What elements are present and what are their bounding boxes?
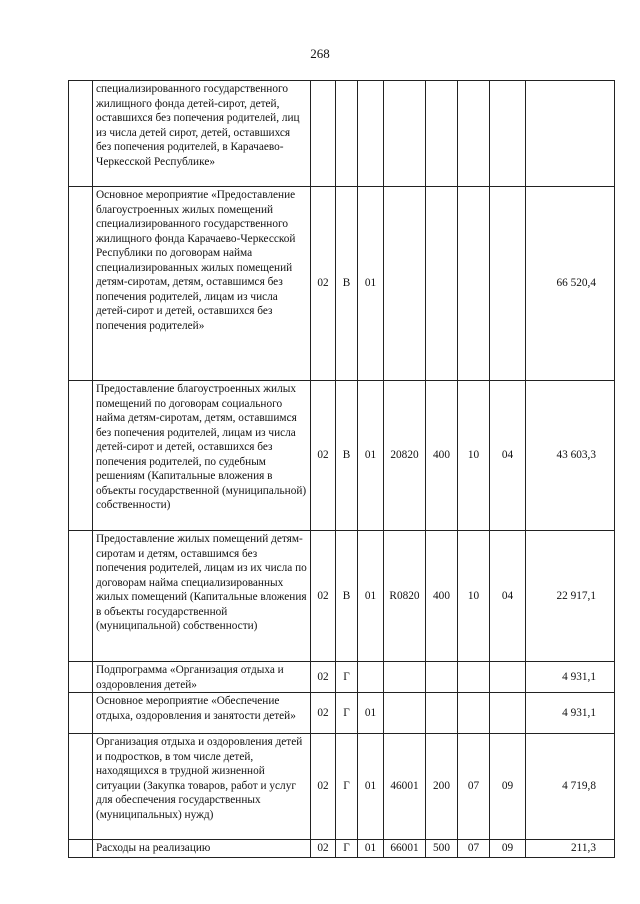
row-number-cell [69, 662, 93, 693]
subsection-cell [490, 81, 526, 187]
budget-table [68, 80, 615, 858]
row-number-cell [69, 840, 93, 858]
direction-code-cell: 66001 [384, 840, 426, 858]
direction-code-cell [384, 187, 426, 381]
activity-code-cell: 01 [358, 693, 384, 734]
activity-code-cell: 01 [358, 531, 384, 662]
direction-code-cell [384, 662, 426, 693]
row-number-cell [69, 734, 93, 840]
item-name-cell: специализированного государственного жилищного фонда детей-сирот, детей, оставшихся без попечения родителей, лиц из числа детей сирот, детей, оставшихся без попечения родителей, в Карачаево-Черкесской Республике» [93, 81, 311, 187]
table-row [69, 734, 615, 840]
section-cell [458, 662, 490, 693]
amount-cell: 22 917,1 [526, 531, 615, 662]
expense-type-cell [426, 662, 458, 693]
table-row [69, 840, 615, 858]
activity-code-cell [358, 81, 384, 187]
expense-type-cell [426, 81, 458, 187]
section-cell: 07 [458, 840, 490, 858]
subprogram-code-cell: Г [336, 734, 358, 840]
expense-type-cell: 200 [426, 734, 458, 840]
amount-cell: 4 719,8 [526, 734, 615, 840]
program-code-cell: 02 [311, 187, 336, 381]
program-code-cell: 02 [311, 531, 336, 662]
item-name-cell: Расходы на реализацию [93, 840, 311, 858]
section-cell: 07 [458, 734, 490, 840]
amount-cell [526, 81, 615, 187]
program-code-cell: 02 [311, 693, 336, 734]
subsection-cell: 04 [490, 381, 526, 531]
program-code-cell [311, 81, 336, 187]
table-row [69, 693, 615, 734]
table-row [69, 662, 615, 693]
section-cell [458, 693, 490, 734]
program-code-cell: 02 [311, 381, 336, 531]
activity-code-cell: 01 [358, 187, 384, 381]
expense-type-cell [426, 693, 458, 734]
item-name-cell: Предоставление благоустроенных жилых помещений по договорам социального найма детям-сиротам, детям, оставшимся без попечения родителей, лицам из числа детей-сирот и детей, оставшихся без попечения родителей, по судебным решениям (Капитальные вложения в объекты государственной (муниципальной) собственности) [93, 381, 311, 531]
table-row [69, 81, 615, 187]
item-name-cell: Основное мероприятие «Обеспечение отдыха, оздоровления и занятости детей» [93, 693, 311, 734]
amount-cell: 211,3 [526, 840, 615, 858]
subsection-cell [490, 187, 526, 381]
direction-code-cell [384, 81, 426, 187]
direction-code-cell: R0820 [384, 531, 426, 662]
subprogram-code-cell [336, 81, 358, 187]
item-name-cell: Подпрограмма «Организация отдыха и оздоровления детей» [93, 662, 311, 693]
row-number-cell [69, 531, 93, 662]
row-number-cell [69, 381, 93, 531]
item-name-cell: Предоставление жилых помещений детям-сиротам и детям, оставшимся без попечения родителей, лицам из их числа по договорам найма специализированных жилых помещений (Капитальные вложения в объекты государственной (муниципальной) собственности) [93, 531, 311, 662]
section-cell: 10 [458, 381, 490, 531]
direction-code-cell: 20820 [384, 381, 426, 531]
amount-cell: 4 931,1 [526, 662, 615, 693]
table-row [69, 531, 615, 662]
table-row [69, 187, 615, 381]
program-code-cell: 02 [311, 662, 336, 693]
subprogram-code-cell: В [336, 531, 358, 662]
row-number-cell [69, 81, 93, 187]
subsection-cell: 09 [490, 840, 526, 858]
expense-type-cell: 400 [426, 531, 458, 662]
item-name-cell: Организация отдыха и оздоровления детей и подростков, в том числе детей, находящихся в трудной жизненной ситуации (Закупка товаров, работ и услуг для обеспечения государственных (муниципальных) нужд) [93, 734, 311, 840]
subsection-cell: 04 [490, 531, 526, 662]
program-code-cell: 02 [311, 734, 336, 840]
page-number: 268 [310, 46, 330, 61]
section-cell [458, 187, 490, 381]
expense-type-cell: 400 [426, 381, 458, 531]
table-row [69, 381, 615, 531]
activity-code-cell: 01 [358, 381, 384, 531]
expense-type-cell [426, 187, 458, 381]
subsection-cell: 09 [490, 734, 526, 840]
amount-cell: 43 603,3 [526, 381, 615, 531]
item-name-cell: Основное мероприятие «Предоставление благоустроенных жилых помещений специализированного государственного жилищного фонда Карачаево-Черкесской Республики по договорам найма специализированных жилых помещений детям-сиротам, детям, оставшимся без попечения родителей, лицам из числа детей-сирот и детей, оставшихся без попечения родителей» [93, 187, 311, 381]
section-cell: 10 [458, 531, 490, 662]
row-number-cell [69, 693, 93, 734]
activity-code-cell: 01 [358, 840, 384, 858]
subsection-cell [490, 693, 526, 734]
activity-code-cell: 01 [358, 734, 384, 840]
subsection-cell [490, 662, 526, 693]
subprogram-code-cell: В [336, 187, 358, 381]
section-cell [458, 81, 490, 187]
subprogram-code-cell: В [336, 381, 358, 531]
program-code-cell: 02 [311, 840, 336, 858]
direction-code-cell: 46001 [384, 734, 426, 840]
subprogram-code-cell: Г [336, 693, 358, 734]
amount-cell: 66 520,4 [526, 187, 615, 381]
amount-cell: 4 931,1 [526, 693, 615, 734]
direction-code-cell [384, 693, 426, 734]
row-number-cell [69, 187, 93, 381]
expense-type-cell: 500 [426, 840, 458, 858]
subprogram-code-cell: Г [336, 840, 358, 858]
subprogram-code-cell: Г [336, 662, 358, 693]
activity-code-cell [358, 662, 384, 693]
